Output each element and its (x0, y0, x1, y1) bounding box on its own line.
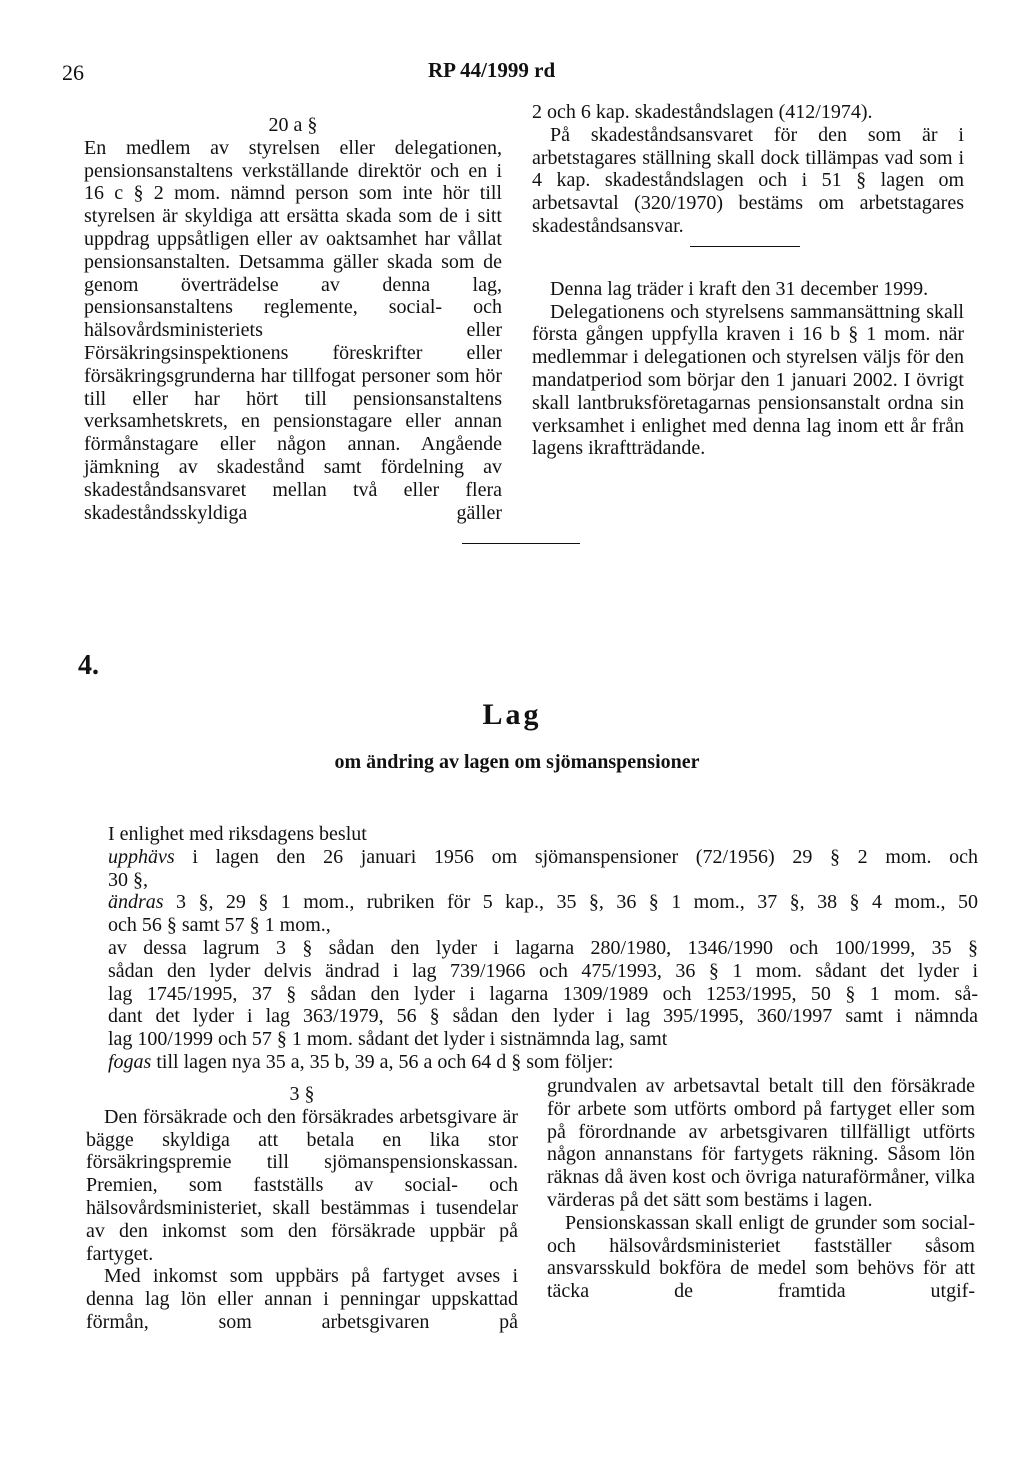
enactment-line: 30 §, (108, 868, 148, 891)
enactment-line (108, 1051, 978, 1074)
enactment-intro: I enlighet med riksdagens beslut (108, 823, 367, 845)
running-head: RP 44/1999 rd (428, 58, 556, 82)
law-divider (462, 543, 580, 544)
enactment-line: av dessa lagrum 3 § sådan den lyder i lagarna 280/1980, 1346/1990 och 100/1999, 35 § (108, 936, 978, 959)
lower-left-column (86, 1083, 518, 1334)
section-heading-20a: 20 a § (268, 114, 318, 136)
enactment-text: 3 §, 29 § 1 mom., rubriken för 5 kap., 35 §, 36 § 1 mom., 37 §, 38 § 4 mom., 50 (163, 891, 978, 914)
lower-right-column (547, 1075, 975, 1303)
law-number: 4. (78, 650, 99, 681)
enactment-verb: fogas (108, 1050, 152, 1073)
law-title: Lag (482, 698, 542, 731)
continuation-text: 2 och 6 kap. skadeståndslagen (412/1974). (532, 101, 873, 123)
section-3-paragraph-1: Den försäkrade och den försäkrades arbetsgivare är bägge skyldiga att betala en lika stor försäkringspremie till sjömanspensionskassan. Premien, som fastställs av social- och hälsovårdsministeriet, skall bestämmas i tusendelar av den inkomst som den försäkrade uppbär på fartyget. (86, 1105, 518, 1265)
upper-right-column (532, 101, 964, 460)
law-subtitle: om ändring av lagen om sjömanspensioner (334, 751, 700, 773)
section-20a-text: En medlem av styrelsen eller delegationen, pensionsanstaltens verkställande direktör och en i 16 c § 2 mom. nämnd person som inte hör till styrelsen är skyldiga att ersätta skada som de i sitt uppdrag uppsåtligen eller av oaktsamhet har vållat pensionsanstalten. Detsamma gäller skada som de genom överträdelse av denna lag, pensionsanstaltens reglemente, social- och hälsovårdsministeriets eller Försäkringsinspektionens föreskrifter eller försäkringsgrunderna har tillfogat personer som hör till eller har hört till pensionsanstaltens verksamhetskrets, en pensionstagare eller annan förmånstagare eller någon annan. Angående jämkning av skadestånd samt fördelning av skadeståndsansvaret mellan två eller flera skadeståndsskyldiga gäller (84, 136, 502, 524)
section-3-paragraph-3: Pensionskassan skall enligt de grunder som social- och hälsovårdsministeriet fastställer såsom ansvarsskuld bokföra de medel som behövs för att täcka de framtida utgif- (547, 1211, 975, 1303)
transitional-provision: Delegationens och styrelsens sammansättning skall första gången uppfylla kraven i 16 b § 1 mom. när medlemmar i delegationen och styrelsen väljs för den mandatperiod som börjar den 1 januari 2002. I övrigt skall lantbruksföretagarnas pensionsanstalt ordna sin verksamhet i enlighet med denna lag inom ett år från lagens ikraftträdande. (532, 300, 964, 460)
enactment-line: dant det lyder i lag 363/1979, 56 § sådan den lyder i lag 395/1995, 360/1997 samt i nämnda (108, 1005, 978, 1028)
enactment-text: till lagen nya 35 a, 35 b, 39 a, 56 a och 64 d § som följer: (151, 1050, 614, 1073)
enactment-verb: upphävs (108, 845, 175, 868)
entry-into-force: Denna lag träder i kraft den 31 december 1999. (550, 277, 929, 300)
section-divider (690, 246, 800, 247)
section-heading-3: 3 § (289, 1083, 315, 1105)
section-3-paragraph-2-cont: grundvalen av arbetsavtal betalt till den försäkrade för arbete som utförts ombord på fartyget eller som på förordnande av arbetsgivaren tillfälligt utförts någon annanstans för fartygets räkning. Såsom lön räknas då även kost och övriga naturaförmåner, vilka värderas på det sätt som bestäms i lagen. (547, 1075, 975, 1211)
section-3-paragraph-2: Med inkomst som uppbärs på fartyget avses i denna lag lön eller annan i penningar uppskattad förmån, som arbetsgivaren på (86, 1265, 518, 1333)
upper-left-column (84, 114, 502, 524)
liability-paragraph: På skadeståndsansvaret för den som är i arbetstagares ställning skall dock tillämpas vad som i 4 kap. skadeståndslagen och i 51 § lagen om arbetsavtal (320/1970) bestäms om arbetstagares skadeståndsansvar. (532, 123, 964, 237)
page-number: 26 (62, 60, 84, 85)
enactment-line: lag 100/1999 och 57 § 1 mom. sådant det lyder i sistnämnda lag, samt (108, 1028, 668, 1051)
enactment-line: sådan den lyder delvis ändrad i lag 739/1966 och 475/1993, 36 § 1 mom. sådant det lyder i (108, 959, 978, 982)
enactment-clause (108, 823, 978, 1074)
enactment-line (108, 846, 978, 869)
enactment-text: i lagen den 26 januari 1956 om sjömanspensioner (72/1956) 29 § 2 mom. och (174, 845, 978, 868)
enactment-line: lag 1745/1995, 37 § sådan den lyder i lagarna 1309/1989 och 1253/1995, 50 § 1 mom. så- (108, 982, 978, 1005)
enactment-line (108, 891, 978, 914)
enactment-verb: ändras (108, 891, 164, 914)
enactment-line: och 56 § samt 57 § 1 mom., (108, 914, 331, 937)
